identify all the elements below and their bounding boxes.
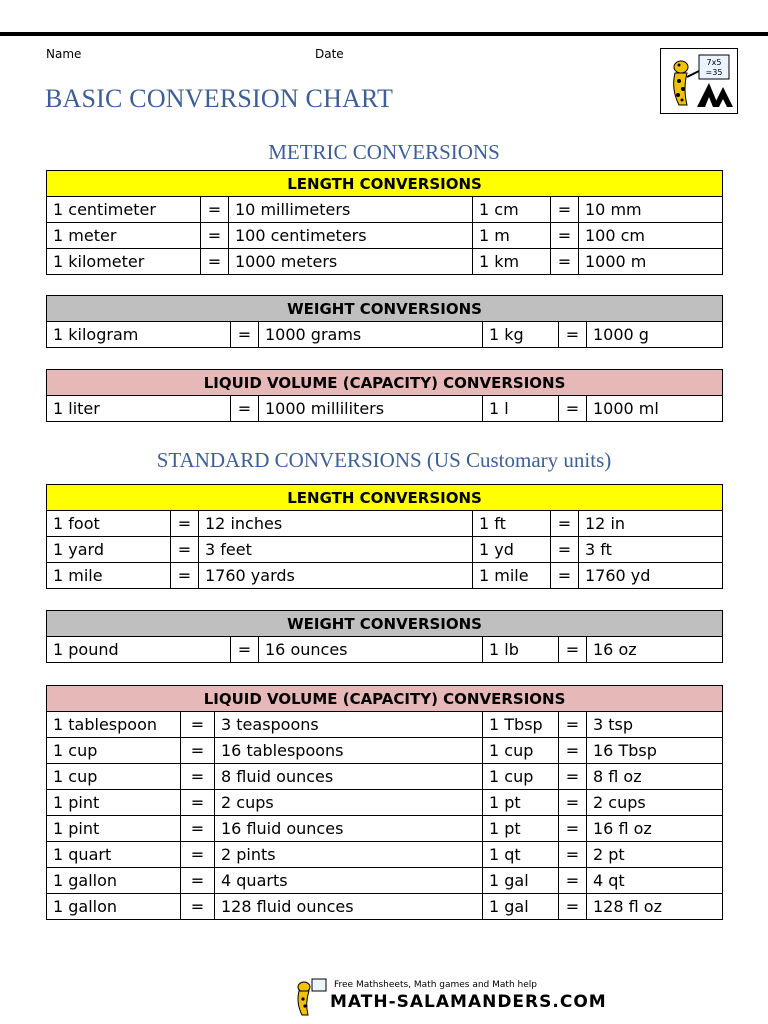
equals-sign: = <box>559 712 587 738</box>
table-cell: 1 kilometer <box>47 249 201 275</box>
logo-board-text-1: 7x5 <box>706 58 722 67</box>
table-cell: 1 foot <box>47 511 171 537</box>
table-cell: 1 pt <box>483 790 559 816</box>
table-cell: 1 pt <box>483 816 559 842</box>
table-cell: 16 Tbsp <box>587 738 723 764</box>
equals-sign: = <box>231 637 259 663</box>
table-cell: 12 inches <box>199 511 473 537</box>
table-row <box>47 197 723 223</box>
table-row <box>47 790 723 816</box>
standard-weight-header: WEIGHT CONVERSIONS <box>47 611 723 637</box>
table-cell: 100 cm <box>579 223 723 249</box>
table-cell: 1 pound <box>47 637 231 663</box>
standard-weight-table <box>46 610 723 663</box>
table-row <box>47 764 723 790</box>
table-row <box>47 563 723 589</box>
table-row <box>47 322 723 348</box>
metric-weight-table <box>46 295 723 348</box>
standard-volume-header: LIQUID VOLUME (CAPACITY) CONVERSIONS <box>47 686 723 712</box>
table-cell: 3 ft <box>579 537 723 563</box>
equals-sign: = <box>181 712 215 738</box>
standard-length-table <box>46 484 723 589</box>
date-label: Date <box>315 47 344 61</box>
table-cell: 1 gallon <box>47 894 181 920</box>
table-cell: 1 m <box>473 223 551 249</box>
metric-volume-table <box>46 369 723 422</box>
table-row <box>47 738 723 764</box>
table-cell: 1 cup <box>483 764 559 790</box>
table-cell: 1 cup <box>47 764 181 790</box>
equals-sign: = <box>551 223 579 249</box>
equals-sign: = <box>551 537 579 563</box>
equals-sign: = <box>559 764 587 790</box>
equals-sign: = <box>551 197 579 223</box>
table-cell: 1 kg <box>483 322 559 348</box>
top-rule <box>0 32 768 36</box>
table-cell: 1 yd <box>473 537 551 563</box>
table-row <box>47 894 723 920</box>
metric-weight-header: WEIGHT CONVERSIONS <box>47 296 723 322</box>
table-cell: 3 tsp <box>587 712 723 738</box>
table-row <box>47 537 723 563</box>
equals-sign: = <box>171 563 199 589</box>
equals-sign: = <box>231 396 259 422</box>
equals-sign: = <box>559 322 587 348</box>
table-cell: 1000 g <box>587 322 723 348</box>
equals-sign: = <box>181 738 215 764</box>
equals-sign: = <box>201 197 229 223</box>
table-cell: 16 oz <box>587 637 723 663</box>
table-cell: 1 yard <box>47 537 171 563</box>
table-cell: 4 qt <box>587 868 723 894</box>
metric-length-table <box>46 170 723 275</box>
equals-sign: = <box>559 738 587 764</box>
equals-sign: = <box>559 396 587 422</box>
table-cell: 10 mm <box>579 197 723 223</box>
table-row <box>47 511 723 537</box>
metric-heading: METRIC CONVERSIONS <box>268 140 500 164</box>
table-cell: 1 Tbsp <box>483 712 559 738</box>
table-cell: 1 cup <box>483 738 559 764</box>
standard-length-header: LENGTH CONVERSIONS <box>47 485 723 511</box>
table-cell: 1 gal <box>483 868 559 894</box>
equals-sign: = <box>201 249 229 275</box>
table-cell: 1 km <box>473 249 551 275</box>
table-cell: 1 liter <box>47 396 231 422</box>
table-cell: 2 pints <box>215 842 483 868</box>
table-cell: 1 centimeter <box>47 197 201 223</box>
logo-board-text-2: =35 <box>705 68 723 77</box>
table-row <box>47 396 723 422</box>
table-cell: 1 quart <box>47 842 181 868</box>
table-cell: 10 millimeters <box>229 197 473 223</box>
table-cell: 1 cup <box>47 738 181 764</box>
table-cell: 1 pint <box>47 816 181 842</box>
standard-volume-table <box>46 685 723 920</box>
equals-sign: = <box>171 537 199 563</box>
table-row <box>47 249 723 275</box>
table-cell: 16 ounces <box>259 637 483 663</box>
table-cell: 1000 meters <box>229 249 473 275</box>
table-cell: 1 qt <box>483 842 559 868</box>
table-cell: 16 fluid ounces <box>215 816 483 842</box>
table-cell: 8 fluid ounces <box>215 764 483 790</box>
table-cell: 16 fl oz <box>587 816 723 842</box>
table-cell: 1 gallon <box>47 868 181 894</box>
metric-volume-header: LIQUID VOLUME (CAPACITY) CONVERSIONS <box>47 370 723 396</box>
table-cell: 3 feet <box>199 537 473 563</box>
equals-sign: = <box>181 894 215 920</box>
table-cell: 1 kilogram <box>47 322 231 348</box>
equals-sign: = <box>559 637 587 663</box>
table-cell: 1000 milliliters <box>259 396 483 422</box>
table-cell: 1 l <box>483 396 559 422</box>
table-cell: 1 ft <box>473 511 551 537</box>
table-cell: 2 cups <box>587 790 723 816</box>
equals-sign: = <box>559 868 587 894</box>
table-cell: 12 in <box>579 511 723 537</box>
table-row <box>47 223 723 249</box>
metric-length-header: LENGTH CONVERSIONS <box>47 171 723 197</box>
table-cell: 100 centimeters <box>229 223 473 249</box>
table-cell: 4 quarts <box>215 868 483 894</box>
table-row <box>47 842 723 868</box>
table-cell: 2 cups <box>215 790 483 816</box>
table-cell: 1000 grams <box>259 322 483 348</box>
table-cell: 1 tablespoon <box>47 712 181 738</box>
table-cell: 1 cm <box>473 197 551 223</box>
equals-sign: = <box>559 816 587 842</box>
table-cell: 1 mile <box>47 563 171 589</box>
equals-sign: = <box>181 842 215 868</box>
table-cell: 1 pint <box>47 790 181 816</box>
table-cell: 1000 m <box>579 249 723 275</box>
salamander-logo <box>660 48 738 114</box>
table-cell: 8 fl oz <box>587 764 723 790</box>
equals-sign: = <box>181 816 215 842</box>
table-cell: 1760 yd <box>579 563 723 589</box>
table-cell: 2 pt <box>587 842 723 868</box>
footer-site-name: MATH-SALAMANDERS.COM <box>330 992 607 1012</box>
equals-sign: = <box>231 322 259 348</box>
table-cell: 16 tablespoons <box>215 738 483 764</box>
equals-sign: = <box>181 790 215 816</box>
table-cell: 1 meter <box>47 223 201 249</box>
table-cell: 1 lb <box>483 637 559 663</box>
standard-heading: STANDARD CONVERSIONS (US Customary units) <box>156 448 612 472</box>
equals-sign: = <box>171 511 199 537</box>
equals-sign: = <box>551 563 579 589</box>
equals-sign: = <box>559 790 587 816</box>
page-title: BASIC CONVERSION CHART <box>45 84 394 113</box>
equals-sign: = <box>201 223 229 249</box>
table-row <box>47 868 723 894</box>
table-cell: 128 fl oz <box>587 894 723 920</box>
equals-sign: = <box>551 249 579 275</box>
equals-sign: = <box>181 764 215 790</box>
equals-sign: = <box>559 894 587 920</box>
table-cell: 3 teaspoons <box>215 712 483 738</box>
table-cell: 1 mile <box>473 563 551 589</box>
table-row <box>47 637 723 663</box>
table-cell: 1 gal <box>483 894 559 920</box>
table-row <box>47 712 723 738</box>
equals-sign: = <box>559 842 587 868</box>
equals-sign: = <box>551 511 579 537</box>
equals-sign: = <box>181 868 215 894</box>
table-cell: 1760 yards <box>199 563 473 589</box>
name-label: Name <box>46 47 82 61</box>
footer-tagline: Free Mathsheets, Math games and Math help <box>334 980 537 990</box>
table-cell: 1000 ml <box>587 396 723 422</box>
table-cell: 128 fluid ounces <box>215 894 483 920</box>
table-row <box>47 816 723 842</box>
